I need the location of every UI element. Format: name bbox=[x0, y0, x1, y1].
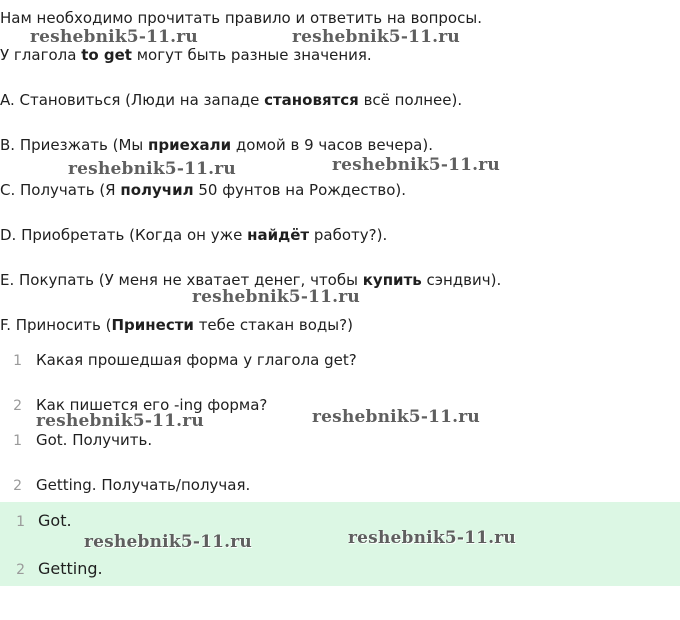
meaning-b-pre: B. Приезжать (Мы bbox=[0, 136, 149, 154]
translation-text: Got. Получить. bbox=[36, 431, 153, 449]
meaning-a-bold: становятся bbox=[264, 91, 359, 109]
watermark: reshebnik5-11.ru bbox=[312, 407, 480, 427]
translation-number: 1 bbox=[13, 433, 22, 449]
watermark: reshebnik5-11.ru bbox=[36, 411, 204, 431]
answer-text: Getting. bbox=[38, 559, 103, 578]
meaning-c-pre: C. Получать (Я bbox=[0, 181, 121, 199]
watermark: reshebnik5-11.ru bbox=[84, 532, 252, 552]
rule-bold: to get bbox=[81, 46, 132, 64]
meaning-d bbox=[0, 225, 387, 245]
meaning-d-bold: найдёт bbox=[247, 226, 310, 244]
task-intro: Нам необходимо прочитать правило и ответить на вопросы. bbox=[0, 9, 482, 27]
meaning-f bbox=[0, 315, 353, 335]
rule-line bbox=[0, 45, 372, 65]
rule-prefix: У глагола bbox=[0, 46, 82, 64]
watermark: reshebnik5-11.ru bbox=[192, 287, 360, 307]
watermark: reshebnik5-11.ru bbox=[348, 528, 516, 548]
answer-text: Got. bbox=[38, 511, 72, 530]
meaning-f-post: тебе стакан воды?) bbox=[193, 316, 353, 334]
meaning-b-post: домой в 9 часов вечера). bbox=[231, 136, 433, 154]
meaning-b-bold: приехали bbox=[148, 136, 232, 154]
rule-suffix: могут быть разные значения. bbox=[131, 46, 372, 64]
watermark: reshebnik5-11.ru bbox=[68, 159, 236, 179]
question-text: Как пишется его -ing форма? bbox=[36, 396, 268, 414]
meaning-d-post: работу?). bbox=[309, 226, 388, 244]
meaning-c-bold: получил bbox=[120, 181, 194, 199]
answer-number: 1 bbox=[16, 514, 25, 530]
watermark: reshebnik5-11.ru bbox=[292, 27, 460, 47]
meaning-b bbox=[0, 135, 433, 155]
answer-number: 2 bbox=[16, 562, 25, 578]
translation-text: Getting. Получать/получая. bbox=[36, 476, 251, 494]
meaning-c bbox=[0, 180, 406, 200]
meaning-e-pre: E. Покупать (У меня не хватает денег, чтобы bbox=[0, 271, 363, 289]
translation-number: 2 bbox=[13, 478, 22, 494]
meaning-d-pre: D. Приобретать (Когда он уже bbox=[0, 226, 248, 244]
meaning-e-post: сэндвич). bbox=[421, 271, 502, 289]
question-number: 1 bbox=[13, 353, 22, 369]
question-text: Какая прошедшая форма у глагола get? bbox=[36, 351, 357, 369]
question-number: 2 bbox=[13, 398, 22, 414]
watermark: reshebnik5-11.ru bbox=[30, 27, 198, 47]
meaning-f-bold: Принести bbox=[111, 316, 194, 334]
meaning-c-post: 50 фунтов на Рождество). bbox=[193, 181, 406, 199]
meaning-a bbox=[0, 90, 462, 110]
meaning-a-pre: A. Становиться (Люди на западе bbox=[0, 91, 265, 109]
meaning-a-post: всё полнее). bbox=[358, 91, 463, 109]
watermark: reshebnik5-11.ru bbox=[332, 155, 500, 175]
meaning-e-bold: купить bbox=[362, 271, 422, 289]
meaning-f-pre: F. Приносить ( bbox=[0, 316, 112, 334]
